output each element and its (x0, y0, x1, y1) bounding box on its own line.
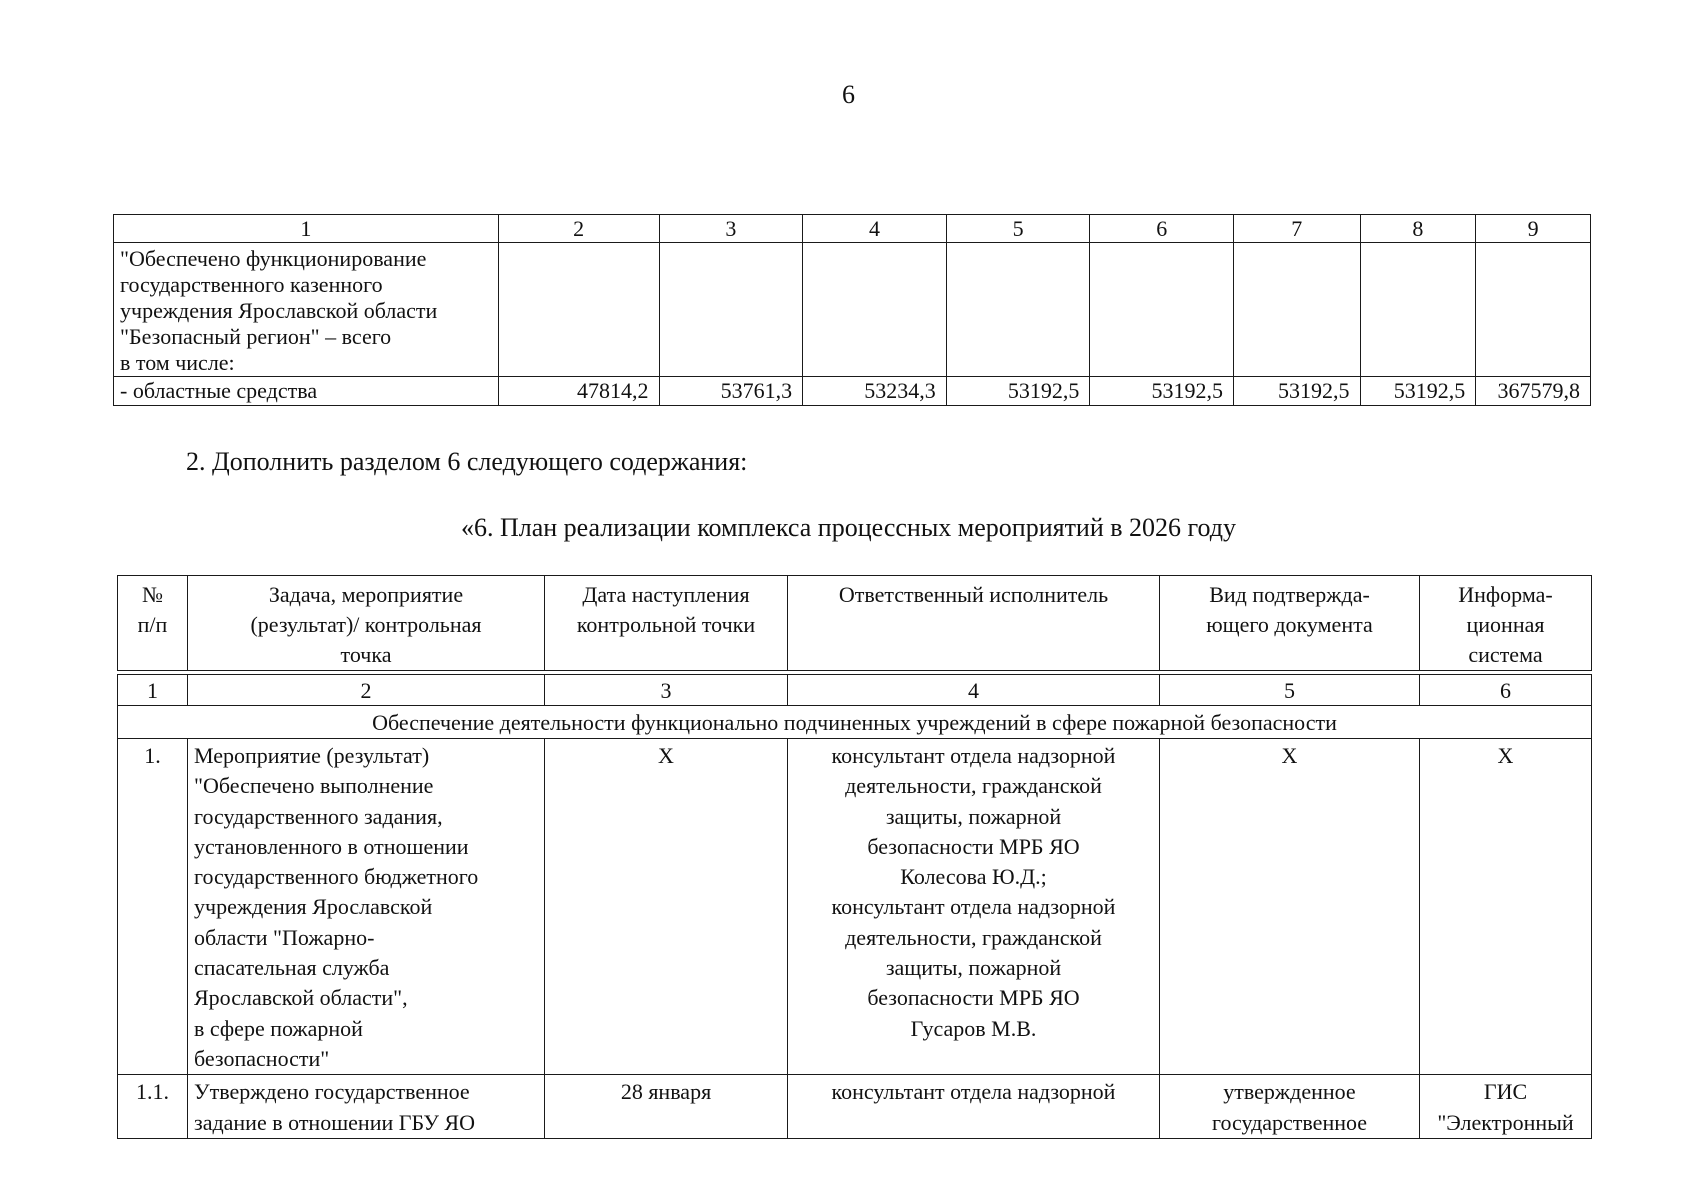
empty-cell (1234, 243, 1360, 377)
finance-description-line: в том числе: (120, 350, 235, 375)
executor-line: деятельности, гражданской (845, 924, 1102, 950)
row-executor (788, 739, 1160, 1075)
funds-value: 53192,5 (1234, 377, 1360, 406)
header-line: контрольной точки (576, 612, 756, 637)
task-line: задание в отношении ГБУ ЯО (194, 1109, 475, 1135)
finance-header-row (114, 215, 1591, 243)
system-line: "Электронный (1437, 1109, 1574, 1135)
task-line: Мероприятие (результат) (194, 743, 430, 768)
empty-cell (659, 243, 803, 377)
column-number: 6 (1420, 675, 1592, 706)
empty-cell (1476, 243, 1591, 377)
funds-value: 53761,3 (659, 377, 803, 406)
header-line: (результат)/ контрольная (250, 612, 482, 637)
funds-label: - областные средства (114, 377, 499, 406)
header-line: № (142, 582, 163, 607)
plan-table (117, 575, 1592, 1139)
column-number: 3 (545, 675, 788, 706)
executor-line: деятельности, гражданской (845, 773, 1102, 799)
header-line: п/п (137, 612, 168, 637)
plan-row-1-1 (118, 1075, 1592, 1139)
executor-line: Колесова Ю.Д.; (900, 864, 1047, 890)
row-number: 1. (118, 739, 188, 1075)
finance-description-row (114, 243, 1591, 377)
task-line: в сфере пожарной (194, 1015, 363, 1041)
page-number: 6 (842, 80, 855, 109)
task-line: государственного задания, (194, 803, 443, 829)
finance-col-number: 9 (1476, 215, 1591, 243)
header-line: Задача, мероприятие (268, 582, 464, 607)
amendment-paragraph: 2. Дополнить разделом 6 следующего содержания: (186, 447, 748, 476)
funds-value: 53192,5 (946, 377, 1090, 406)
finance-description-line: "Обеспечено функционирование (120, 246, 427, 271)
header-line: Ответственный исполнитель (838, 582, 1109, 607)
task-line: учреждения Ярославской (194, 894, 433, 920)
row-executor (788, 1075, 1160, 1139)
finance-col-number: 3 (659, 215, 803, 243)
header-line: система (1468, 642, 1543, 667)
row-date: X (545, 739, 788, 1075)
header-date (545, 576, 788, 671)
empty-cell (803, 243, 947, 377)
row-number: 1.1. (118, 1075, 188, 1139)
finance-col-number: 5 (946, 215, 1090, 243)
empty-cell (1360, 243, 1476, 377)
document-line: утвержденное (1223, 1079, 1356, 1105)
executor-line: консультант отдела надзорной (831, 743, 1116, 768)
executor-line: Гусаров М.В. (910, 1015, 1037, 1041)
plan-group-row (118, 706, 1592, 739)
finance-description-cell (114, 243, 499, 377)
finance-col-number: 8 (1360, 215, 1476, 243)
header-document (1160, 576, 1420, 671)
finance-table (113, 214, 1591, 406)
row-document (1160, 1075, 1420, 1139)
funds-value: 53192,5 (1360, 377, 1476, 406)
empty-cell (498, 243, 659, 377)
header-task (188, 576, 545, 671)
task-line: Ярославской области", (194, 985, 408, 1011)
executor-line: защиты, пожарной (885, 955, 1062, 981)
header-number (118, 576, 188, 671)
finance-description-line: "Безопасный регион" – всего (120, 324, 392, 349)
row-task (188, 739, 545, 1075)
header-line: Дата наступления (582, 582, 750, 607)
task-line: Утверждено государственное (194, 1079, 470, 1105)
funds-total: 367579,8 (1476, 377, 1591, 406)
finance-description-line: учреждения Ярославской области (120, 298, 438, 323)
executor-line: консультант отдела надзорной (831, 894, 1116, 920)
header-system (1420, 576, 1592, 671)
executor-line: консультант отдела надзорной (831, 1079, 1116, 1105)
task-line: области "Пожарно- (194, 924, 375, 950)
header-line: ционная (1466, 612, 1545, 637)
finance-funds-row (114, 377, 1591, 406)
column-number: 4 (788, 675, 1160, 706)
header-line: Вид подтвержда- (1209, 582, 1370, 607)
plan-header-row (118, 576, 1592, 671)
executor-line: безопасности МРБ ЯО (867, 985, 1080, 1011)
plan-row-1 (118, 739, 1592, 1075)
system-line: ГИС (1483, 1079, 1528, 1105)
funds-value: 53234,3 (803, 377, 947, 406)
row-document: X (1160, 739, 1420, 1075)
executor-line: защиты, пожарной (885, 803, 1062, 829)
section-title: «6. План реализации комплекса процессных мероприятий в 2026 году (460, 513, 1237, 542)
group-title: Обеспечение деятельности функционально подчиненных учреждений в сфере пожарной безопасности (118, 706, 1592, 739)
header-line: точка (340, 642, 392, 667)
task-line: государственного бюджетного (194, 864, 479, 890)
header-line: Информа- (1458, 582, 1553, 607)
finance-col-number: 4 (803, 215, 947, 243)
finance-col-number: 2 (498, 215, 659, 243)
funds-value: 47814,2 (498, 377, 659, 406)
finance-col-number: 6 (1090, 215, 1234, 243)
finance-col-number: 7 (1234, 215, 1360, 243)
row-system: X (1420, 739, 1592, 1075)
column-number: 2 (188, 675, 545, 706)
header-executor (788, 576, 1160, 671)
header-line: ющего документа (1206, 612, 1373, 637)
finance-description-line: государственного казенного (120, 272, 383, 297)
finance-col-number: 1 (114, 215, 499, 243)
task-line: спасательная служба (194, 955, 390, 981)
document-line: государственное (1211, 1109, 1368, 1135)
task-line: безопасности" (194, 1045, 330, 1071)
funds-value: 53192,5 (1090, 377, 1234, 406)
task-line: установленного в отношении (194, 833, 469, 859)
executor-line: безопасности МРБ ЯО (867, 833, 1080, 859)
column-number: 5 (1160, 675, 1420, 706)
plan-column-numbers-row (118, 675, 1592, 706)
column-number: 1 (118, 675, 188, 706)
row-system (1420, 1075, 1592, 1139)
task-line: "Обеспечено выполнение (194, 773, 434, 799)
row-task (188, 1075, 545, 1139)
empty-cell (946, 243, 1090, 377)
empty-cell (1090, 243, 1234, 377)
row-date: 28 января (545, 1075, 788, 1139)
